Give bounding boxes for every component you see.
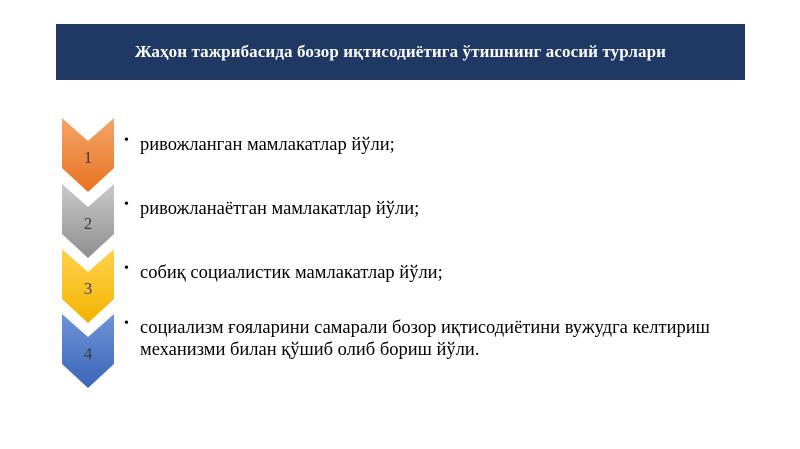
chevron-step-4 bbox=[62, 314, 114, 388]
list-item-text: ривожланган мамлакатлар йўли; bbox=[140, 135, 395, 155]
step-number-2: 2 bbox=[83, 214, 93, 233]
step-number-4: 4 bbox=[83, 344, 93, 363]
slide-title: Жаҳон тажрибасида бозор иқтисодиётига ўтишнинг асосий турлари bbox=[134, 42, 667, 61]
list-item-3 bbox=[124, 262, 724, 284]
chevron-step-2 bbox=[62, 184, 114, 258]
list-item-2 bbox=[124, 198, 724, 220]
list-item-4 bbox=[124, 317, 724, 361]
step-number-3: 3 bbox=[83, 279, 93, 298]
chevron-step-1 bbox=[62, 118, 114, 192]
list-item-text: собиқ социалистик мамлакатлар йўли; bbox=[140, 263, 443, 283]
list-item-1 bbox=[124, 134, 724, 156]
bullet-icon: • bbox=[124, 261, 129, 276]
bullet-icon: • bbox=[124, 133, 129, 148]
list-item-text: социализм ғояларини самарали бозор иқтисодиётини вужудга келтириш механизми билан қўшиб олиб бориш йўли. bbox=[140, 318, 710, 360]
bullet-icon: • bbox=[124, 316, 129, 331]
chevron-step-3 bbox=[62, 249, 114, 323]
list-item-text: ривожланаётган мамлакатлар йўли; bbox=[140, 199, 420, 219]
step-number-1: 1 bbox=[83, 148, 93, 167]
bullet-icon: • bbox=[124, 197, 129, 212]
